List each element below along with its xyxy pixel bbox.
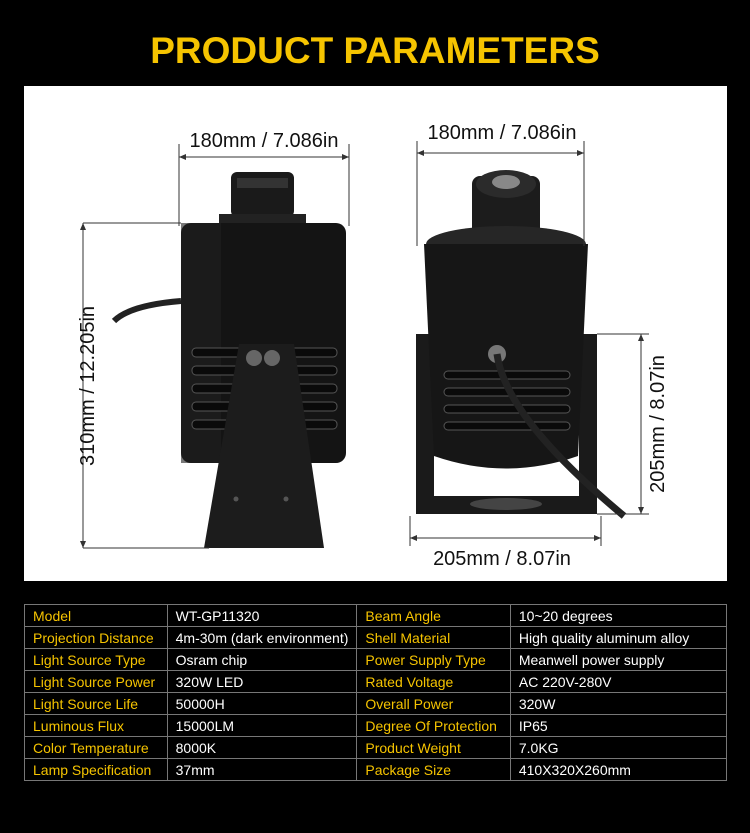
parameter-value: 320W xyxy=(510,693,726,715)
parameter-label: Model xyxy=(25,605,168,627)
page-title: PRODUCT PARAMETERS xyxy=(150,30,600,71)
parameter-label: Light Source Type xyxy=(25,649,168,671)
parameter-row xyxy=(25,605,727,627)
right-width-label: 180mm / 7.086in xyxy=(427,122,577,144)
parameter-row xyxy=(25,649,727,671)
parameter-label: Beam Angle xyxy=(357,605,510,627)
parameter-value: High quality aluminum alloy xyxy=(510,627,726,649)
parameter-value: AC 220V-280V xyxy=(510,671,726,693)
parameter-label: Light Source Power xyxy=(25,671,168,693)
left-height-label: 310mm / 12.205in xyxy=(77,305,99,467)
parameter-label: Color Temperature xyxy=(25,737,168,759)
right-base-width-label: 205mm / 8.07in xyxy=(433,548,571,570)
parameters-table-body xyxy=(25,605,727,781)
parameter-label: Overall Power xyxy=(357,693,510,715)
parameter-label: Lamp Specification xyxy=(25,759,168,781)
parameter-value: Osram chip xyxy=(167,649,357,671)
parameter-value: 4m-30m (dark environment) xyxy=(167,627,357,649)
parameter-value: 410X320X260mm xyxy=(510,759,726,781)
parameter-label: Power Supply Type xyxy=(357,649,510,671)
left-projector-side-view xyxy=(80,144,349,548)
parameter-row xyxy=(25,671,727,693)
parameter-label: Shell Material xyxy=(357,627,510,649)
parameter-value: 8000K xyxy=(167,737,357,759)
product-photo xyxy=(24,86,727,581)
parameter-label: Product Weight xyxy=(357,737,510,759)
parameter-value: 320W LED xyxy=(167,671,357,693)
parameter-row xyxy=(25,693,727,715)
parameter-value: 10~20 degrees xyxy=(510,605,726,627)
parameters-table xyxy=(24,604,727,781)
parameter-value: WT-GP11320 xyxy=(167,605,357,627)
parameter-value: Meanwell power supply xyxy=(510,649,726,671)
right-projector-front-view xyxy=(410,141,649,546)
parameter-label: Projection Distance xyxy=(25,627,168,649)
parameter-value: 7.0KG xyxy=(510,737,726,759)
right-height-label: 205mm / 8.07in xyxy=(647,355,669,493)
parameter-value: 37mm xyxy=(167,759,357,781)
parameter-value: 50000H xyxy=(167,693,357,715)
parameter-label: Degree Of Protection xyxy=(357,715,510,737)
parameter-row xyxy=(25,715,727,737)
parameter-row xyxy=(25,627,727,649)
parameter-row xyxy=(25,759,727,781)
product-drawing xyxy=(24,86,727,581)
parameter-label: Light Source Life xyxy=(25,693,168,715)
parameter-label: Luminous Flux xyxy=(25,715,168,737)
parameter-label: Package Size xyxy=(357,759,510,781)
parameter-value: 15000LM xyxy=(167,715,357,737)
parameter-row xyxy=(25,737,727,759)
parameter-label: Rated Voltage xyxy=(357,671,510,693)
parameter-value: IP65 xyxy=(510,715,726,737)
left-width-label: 180mm / 7.086in xyxy=(189,130,339,152)
